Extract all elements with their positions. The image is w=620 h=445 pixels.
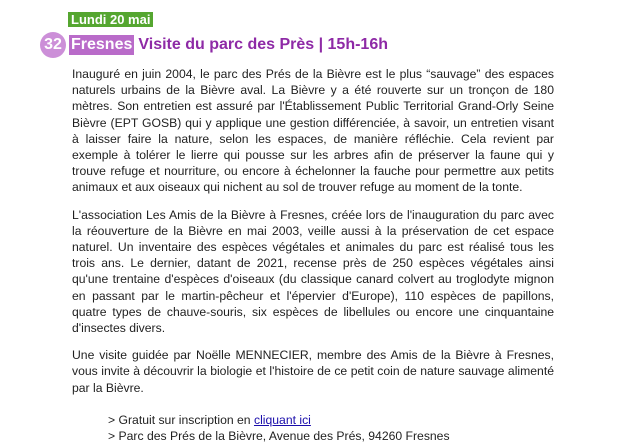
- paragraph-association: L'association Les Amis de la Bièvre à Fresnes, créée lors de l'inauguration du parc avec la réouverture de la Bièvre en mai 2003, veille aussi à la préservation de cet espace naturel. Un inventaire des espèces végétales et animales du parc est réalisé tous les trois ans. Le dernier, datant de 2021, recense près de 250 espèces végétales ainsi qu'une trentaine d'espèces d'oiseaux (du classique canard colvert au troglodyte mignon en passant par le martin-pêcheur et l'épervier d'Europe), 110 espèces de papillons, quatre types de chauve-souris, six espèces de libellules ou encore une cinquantaine d'insectes divers.: [72, 207, 554, 336]
- event-description: [72, 66, 554, 445]
- practical-info: [72, 412, 554, 445]
- event-number-badge: 32: [40, 32, 66, 58]
- city-tag: Fresnes: [71, 36, 133, 53]
- event-header: [40, 32, 388, 58]
- event-title: Visite du parc des Près | 15h-16h: [138, 36, 388, 53]
- registration-text: > Gratuit sur inscription en: [108, 412, 254, 427]
- date-badge: Lundi 20 mai: [68, 12, 153, 27]
- registration-line: [108, 412, 554, 429]
- paragraph-park-history: Inauguré en juin 2004, le parc des Prés de la Bièvre est le plus “sauvage” des espaces naturels urbains de la Bièvre aval. La Bièvre y a été rouverte sur un tronçon de 180 mètres. Son entretien est assuré par l'Établissement Public Territorial Grand-Orly Seine Bièvre (EPT GOSB) qui y applique une gestion différenciée, à savoir, un entretien visant à laisser faire la nature, selon les espaces, de manière réfléchie. Cela revient par exemple à tolérer le lierre qui pousse sur les arbres afin de préserver la faune qui y trouve refuge et nourriture, ou encore à échelonner la fauche pour permettre aux petits animaux et aux oiseaux qui nichent au sol de trouver refuge au moment de la tonte.: [72, 67, 554, 195]
- registration-link[interactable]: cliquant ici: [253, 412, 311, 427]
- address-line: > Parc des Prés de la Bièvre, Avenue des Prés, 94260 Fresnes: [108, 429, 450, 444]
- paragraph-guided-visit: Une visite guidée par Noëlle MENNECIER, membre des Amis de la Bièvre à Fresnes, vous invite à découvrir la biologie et l'histoire de ce petit coin de nature sauvage alimenté par la Bièvre.: [72, 348, 554, 395]
